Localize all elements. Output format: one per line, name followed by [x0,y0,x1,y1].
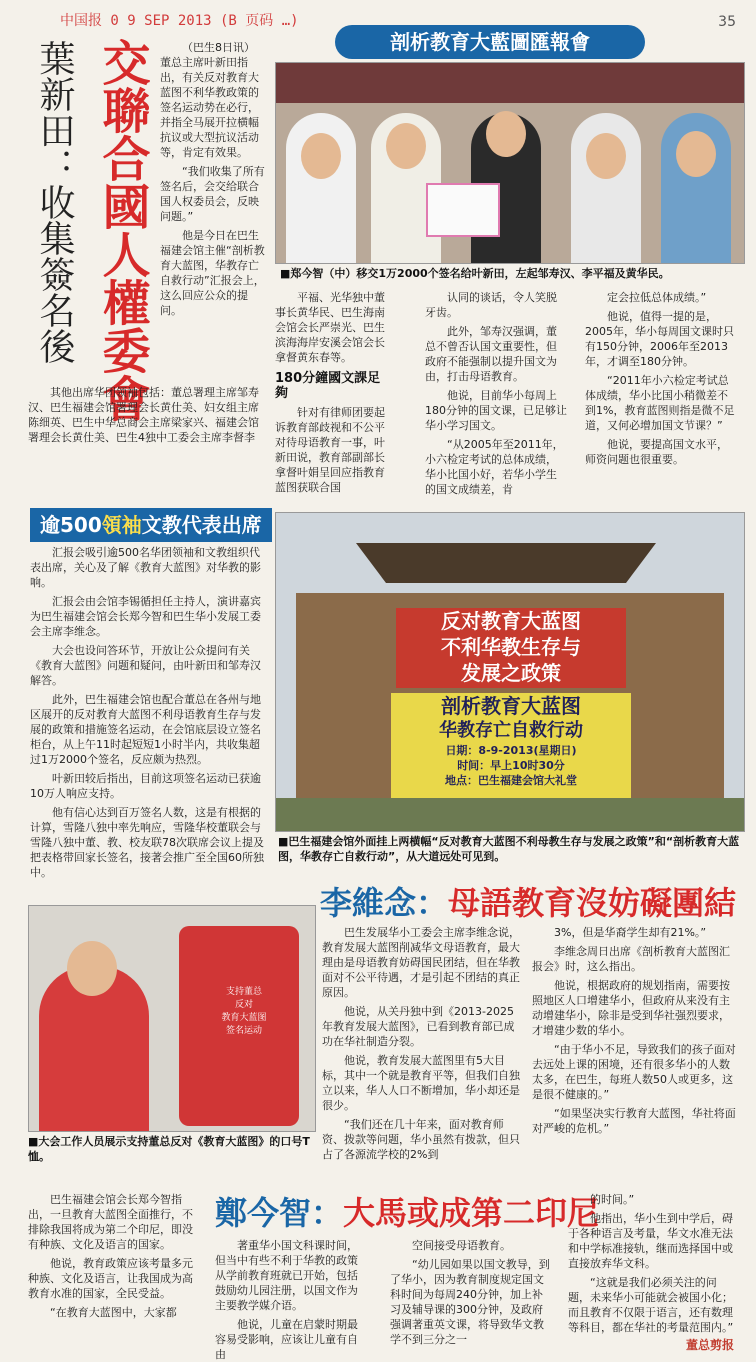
paragraph: 巴生发展华小工委会主席李维念说，教育发展大蓝图削减华文母语教育，最大理由是母语教育妨碍国民团结，但在华教面对不公平待遇，才是引起不团结的真正原因。 [322,926,520,999]
headline-main: 交聯合國人權委會 [94,38,150,422]
banner-line: 不利华教生存与 [441,635,581,659]
subheading-180-minutes: 180分鐘國文課足夠 [275,371,381,401]
paragraph: 他说，教育政策应该考量多元种族、文化及语言，让我国成为高教育水准的国家，全民受益。 [28,1257,193,1300]
story2-headline [30,508,272,542]
paragraph: 其他出席华团领袖包括：董总署理主席邹寿汉、巴生福建会馆署理会长黄仕美、妇女组主席陈细英、巴生中华总商会主席梁家兴、福建会馆署理会长黄仕美、巴生4独中工委会主席李督李 [28,386,259,444]
speaker-name: 鄭今智： [215,1194,344,1232]
banner-line: 发展之政策 [461,661,561,685]
banner-line: 华教存亡自救行动 [439,720,583,741]
story3-headline [320,878,736,924]
footer-clipping-mark: 董总剪报 [685,1338,734,1352]
tshirt-photo [28,905,316,1132]
paragraph: “幼儿园如果以国文教导，到了华小，因为教育制度规定国文科时间为每周240分钟，加上补习及辅导课的300分钟，及政府强调著重英文课，将导致华文教学不到三分之一 [390,1258,550,1346]
banner-line: 反对教育大蓝图 [441,609,581,633]
event-banner-text: 剖析教育大藍圖匯報會 [390,30,590,54]
story1-lead-continuation [28,385,268,465]
paragraph: 他说，要提高国文水平，师资问题也很重要。 [585,438,728,466]
event-banner-yellow [391,693,631,808]
paragraph: 认同的谈话，令人笑脱牙齿。 [425,291,557,319]
paragraph: 他说，教育发展大蓝图里有5大目标，其中一个就是教育平等，但我们自独立以来，华人人口不断增加，华小却还是很少。 [322,1054,520,1112]
paragraph: 他指出，华小生到中学后，碍于各种语言及考量，华文水准无法和中学标准接轨，继而选择国中或直接放弃华文科。 [568,1212,733,1270]
story2-body [30,545,270,885]
banner-line: 地点：巴生福建会馆大礼堂 [445,774,577,787]
banner-line: 日期：8-9-2013(星期日) [445,744,577,757]
speaker-name: 李維念： [320,884,449,922]
story1-column-4 [585,290,735,500]
paragraph: 汇报会由会馆李锡循担任主持人，演讲嘉宾为巴生福建会馆会长郑今智和巴生华小发展工委会主席李维念。 [30,595,261,638]
paragraph: 他说，根据政府的规划指南，需要按照地区人口增建华小，但政府从来没有主动增建华小，除非是受到华社强烈要求，才增建少数的华小。 [532,979,730,1037]
paragraph: 他说，从关丹独中到《2013-2025年教育发展大蓝图》，已看到教育部已成功在华社制造分裂。 [322,1005,515,1048]
story3-column-2 [532,925,737,1180]
paragraph: 他说，目前华小每周上180分钟的国文课，已足够让华小学习国文。 [425,389,567,432]
headline-text: 母語教育沒妨礙團結 [448,884,737,922]
paragraph: 叶新田较后指出，目前这项签名运动已获逾10万人响应支持。 [30,772,261,800]
paragraph: “从2005年至2011年，小六检定考试的总体成绩，华小比国小好，若华小学生的国文成绩差，肯 [425,438,564,496]
story4-column-1 [28,1192,200,1352]
paragraph: 空间接受母语教育。 [412,1239,511,1252]
paragraph: 此外，巴生福建会馆也配合董总在各州与地区展开的反对教育大蓝图不利母语教育生存与发展的政策和措施签名运动，在会馆底层设立签名柜台，从上午11时起短短1小时半内，共收集超过1万2000个签名，反应颇为热烈。 [30,693,261,766]
tshirt-slogan [199,986,289,1038]
slogan-line: 支持董总 [225,987,262,997]
paragraph: 3%，但是华裔学生却有21%。” [554,926,707,939]
paragraph: （巴生8日讯）董总主席叶新田指出，有关反对教育大蓝图不利华教政策的签名运动势在必行，并指全马展开拉横幅抗议或大型抗议活动等，肯定有效果。 [160,41,259,159]
story4-column-2 [215,1238,365,1361]
slogan-line: 反对 [234,1000,253,1010]
tshirt-photo-caption: ■大会工作人员展示支持董总反对《教育大蓝图》的口号T恤。 [28,1135,310,1163]
paragraph: “我们收集了所有签名后，会交给联合国人权委员会，反映问题。” [160,165,265,223]
story4-column-3 [390,1238,550,1353]
paragraph: 李维念周日出席《剖析教育大蓝图汇报会》时，这么指出。 [532,945,730,973]
paragraph: 针对有律师团要起诉教育部歧视和不公平对待母语教育一事，叶新田说，教育部副部长拿督叶娟呈回应指教育蓝图获联合国 [275,406,385,494]
banner-line: 时间：早上10时30分 [457,759,565,772]
clan-hall-photo-caption: ■巴生福建会馆外面挂上两横幅“反对教育大蓝图不利母教生存与发展之政策”和“剖析教育大蓝图，华教存亡自救行动”，从大道远处可见到。 [278,835,740,863]
headline-part: 逾500 [40,513,102,537]
headline-part: 文教代表出席 [141,513,262,537]
paragraph: “在教育大蓝图中，大家都 [50,1306,177,1319]
page-number: 35 [718,14,736,30]
story1-column-2 [275,290,387,500]
protest-banner-red [396,608,626,688]
signature-bundle [426,183,500,237]
headline-kicker: 葉新田：收集簽名後 [34,40,75,364]
story1-lead-column [160,40,265,380]
paragraph: 定会拉低总体成绩。” [607,291,707,304]
paragraph: 大会也设问答环节，开放让公众提问有关《教育大蓝图》问题和疑问，由叶新田和邹寿汉解答。 [30,644,261,687]
paragraph: “由于华小不足，导致我们的孩子面对去远处上课的困境，还有很多华小的人数太多，在巴生，每班人数50人或更多，这是很不健康的。” [532,1043,736,1101]
story3-column-1 [322,925,522,1180]
event-banner [335,25,645,59]
paragraph: 他有信心达到百万签名人数，这是有根据的计算，雪隆八独中率先响应，雪隆华校董联会与雪隆八独中董、教、校友联78次联席会议上提及把表格带回家长签名，接著会推广至全国60所独中。 [30,806,264,879]
paragraph: 他是今日在巴生福建会馆主催“剖析教育大蓝图，华教存亡自救行动”汇报会上，这么回应公众的提问。 [160,229,265,317]
story4-headline [215,1188,599,1234]
story1-column-3 [425,290,567,500]
paragraph: 此外，邹寿汉强调，董总不曾否认国文重要性，但政府不能强制以提升国文为由，打击母语教育。 [425,325,557,383]
slogan-line: 签名运动 [225,1026,262,1036]
paragraph: 他说，值得一提的是，2005年，华小每周国文课时只有150分钟，2006年至2013年，才调至180分钟。 [585,310,734,368]
banner-line: 剖析教育大蓝图 [441,694,581,718]
handover-photo-caption: ■郑今智（中）移交1万2000个签名给叶新田，左起邹寿汉、李平福及黄华民。 [280,267,670,280]
paragraph: “如果坚决实行教育大蓝图，华社将面对严峻的危机。” [532,1107,736,1135]
paragraph: “2011年小六检定考试总体成绩，华小比国小稍微差不到1%，教育蓝图则指是微不足道，又何必增加国文节课？” [585,374,735,432]
slogan-line: 教育大蓝图 [221,1013,267,1023]
paragraph: “我们还在几十年来，面对教育师资、拨款等问题，华小虽然有拨款，但只占了各源流学校的2%到 [322,1118,520,1161]
story4-column-4 [568,1192,738,1337]
paragraph: 的时间。” [590,1193,635,1206]
clan-hall-photo [275,512,745,832]
paragraph: 平福、光华独中董事长黄华民、巴生海南会馆会长严崇光、巴生滨海海岸安溪会馆会长拿督黄东春等。 [275,291,385,364]
paragraph: 汇报会吸引逾500名华团领袖和文教组织代表出席，关心及了解《教育大蓝图》对华教的影响。 [30,546,261,589]
clipping-date-stamp: 中国报 0 9 SEP 2013 (B 页码 …) [60,13,299,29]
paragraph: 他说，儿童在启蒙时期最容易受影响，应该让儿童有自由 [215,1318,358,1361]
paragraph: “这就是我们必须关注的问题，未来华小可能就会被国小化；而且教育不仅限于语言，还有数理等科目，都在华社的考量范围内。” [568,1276,734,1334]
headline-accent: 領袖 [101,513,142,537]
paragraph: 巴生福建会馆会长郑今智指出，一旦教育大蓝图全面推行，不排除我国将成为第二个印尼，即没有种族、文化及语言的国家。 [28,1193,193,1251]
headline-text: 大馬或成第二印尼 [343,1194,600,1232]
paragraph: 著重华小国文科课时间，但当中有些不利于华教的政策从学前教育班就已开始，包括鼓励幼儿园注册，以国文作为主要教学媒介语。 [215,1239,358,1312]
handover-photo [275,62,745,264]
